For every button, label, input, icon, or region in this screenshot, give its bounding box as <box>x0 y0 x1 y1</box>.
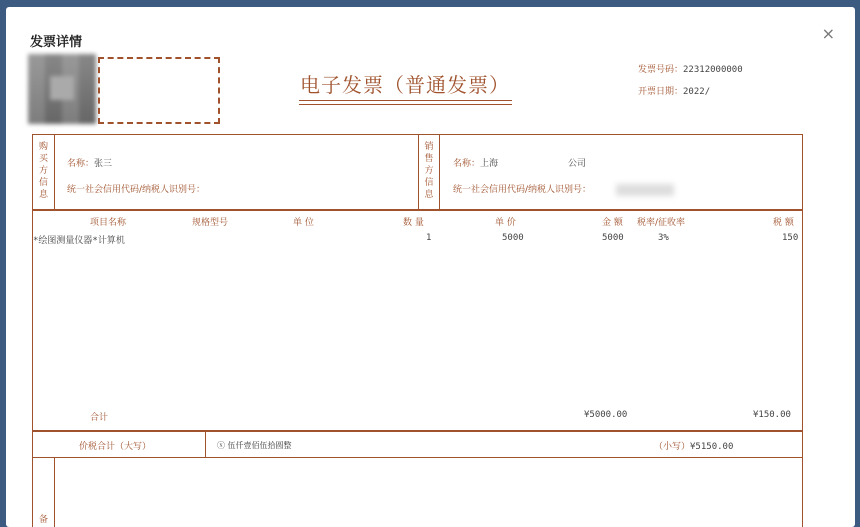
summary-upper <box>217 440 292 451</box>
remark-side-label <box>33 458 55 527</box>
row-name: *绘图测量仪器*计算机 <box>33 236 125 246</box>
buyer-side-label <box>33 135 55 209</box>
total-label: 合计 <box>90 413 109 423</box>
remark-side-char: 备 <box>38 515 48 525</box>
summary-small-value: ¥5150.00 <box>690 442 734 452</box>
buyer-side-char: 买 <box>38 154 48 164</box>
items-table <box>32 210 803 432</box>
buyer-name-value: 张三 <box>94 159 113 169</box>
total-amount: ¥5000.00 <box>584 410 628 420</box>
seller-name-suffix: 公司 <box>568 159 587 169</box>
total-tax: ¥150.00 <box>753 410 791 420</box>
invoice-title: 电子发票（普通发票） <box>300 73 510 97</box>
seal-placeholder <box>98 57 220 124</box>
row-amount: 5000 <box>602 233 624 243</box>
summary-small <box>654 439 733 452</box>
buyer-side-char: 息 <box>38 190 48 200</box>
row-rate: 3% <box>658 233 669 243</box>
invoice-date <box>638 84 710 97</box>
row-tax: 150 <box>782 233 799 243</box>
invoice-number <box>638 62 743 75</box>
seller-tax-id-redacted <box>616 184 674 196</box>
header-amount: 金 额 <box>602 218 623 228</box>
buyer-name <box>67 156 112 169</box>
header-spec: 规格型号 <box>192 218 229 228</box>
seller-tax-id-label: 统一社会信用代码/纳税人识别号： <box>453 185 592 195</box>
seller-side-char: 方 <box>424 166 434 176</box>
summary-divider <box>205 431 206 457</box>
seller-name <box>453 156 586 169</box>
invoice-date-value: 2022/ <box>683 87 711 97</box>
invoice-number-label: 发票号码： <box>638 65 684 75</box>
header-price: 单 价 <box>495 218 516 228</box>
header-qty: 数 量 <box>403 218 424 228</box>
seller-side-char: 售 <box>424 154 434 164</box>
header-rate: 税率/征收率 <box>637 218 686 228</box>
circle-x-icon: ⓧ <box>217 441 225 450</box>
total-summary <box>32 430 803 458</box>
remark-section <box>32 457 803 527</box>
qr-code <box>28 54 96 124</box>
header-unit: 单 位 <box>293 218 314 228</box>
buyer-side-char: 购 <box>38 142 48 152</box>
buyer-side-char: 信 <box>38 178 48 188</box>
row-qty: 1 <box>426 233 432 243</box>
buyer-tax-id: 统一社会信用代码/纳税人识别号： <box>67 185 206 195</box>
seller-name-label: 名称： <box>453 159 481 169</box>
close-icon[interactable]: × <box>821 24 835 43</box>
header-name: 项目名称 <box>90 218 127 228</box>
title-underline-double <box>299 104 512 105</box>
row-price: 5000 <box>502 233 524 243</box>
summary-upper-text: 伍仟壹佰伍拾圆整 <box>227 441 292 450</box>
summary-label: 价税合计（大写） <box>79 442 152 452</box>
seller-side-char: 息 <box>424 190 434 200</box>
buyer-side-char: 方 <box>38 166 48 176</box>
buyer-name-label: 名称： <box>67 159 95 169</box>
party-section <box>32 134 803 210</box>
invoice-number-value: 22312000000 <box>683 65 743 75</box>
seller-tax-id <box>453 182 674 196</box>
title-underline <box>299 100 512 101</box>
seller-side-char: 信 <box>424 178 434 188</box>
seller-side-label <box>418 135 440 209</box>
header-tax: 税 额 <box>773 218 794 228</box>
modal-title: 发票详情 <box>30 35 83 50</box>
seller-side-char: 销 <box>424 142 434 152</box>
invoice-date-label: 开票日期： <box>638 87 684 97</box>
summary-small-label: （小写） <box>654 442 691 452</box>
seller-name-prefix: 上海 <box>480 159 499 169</box>
invoice-detail-modal <box>6 7 855 527</box>
